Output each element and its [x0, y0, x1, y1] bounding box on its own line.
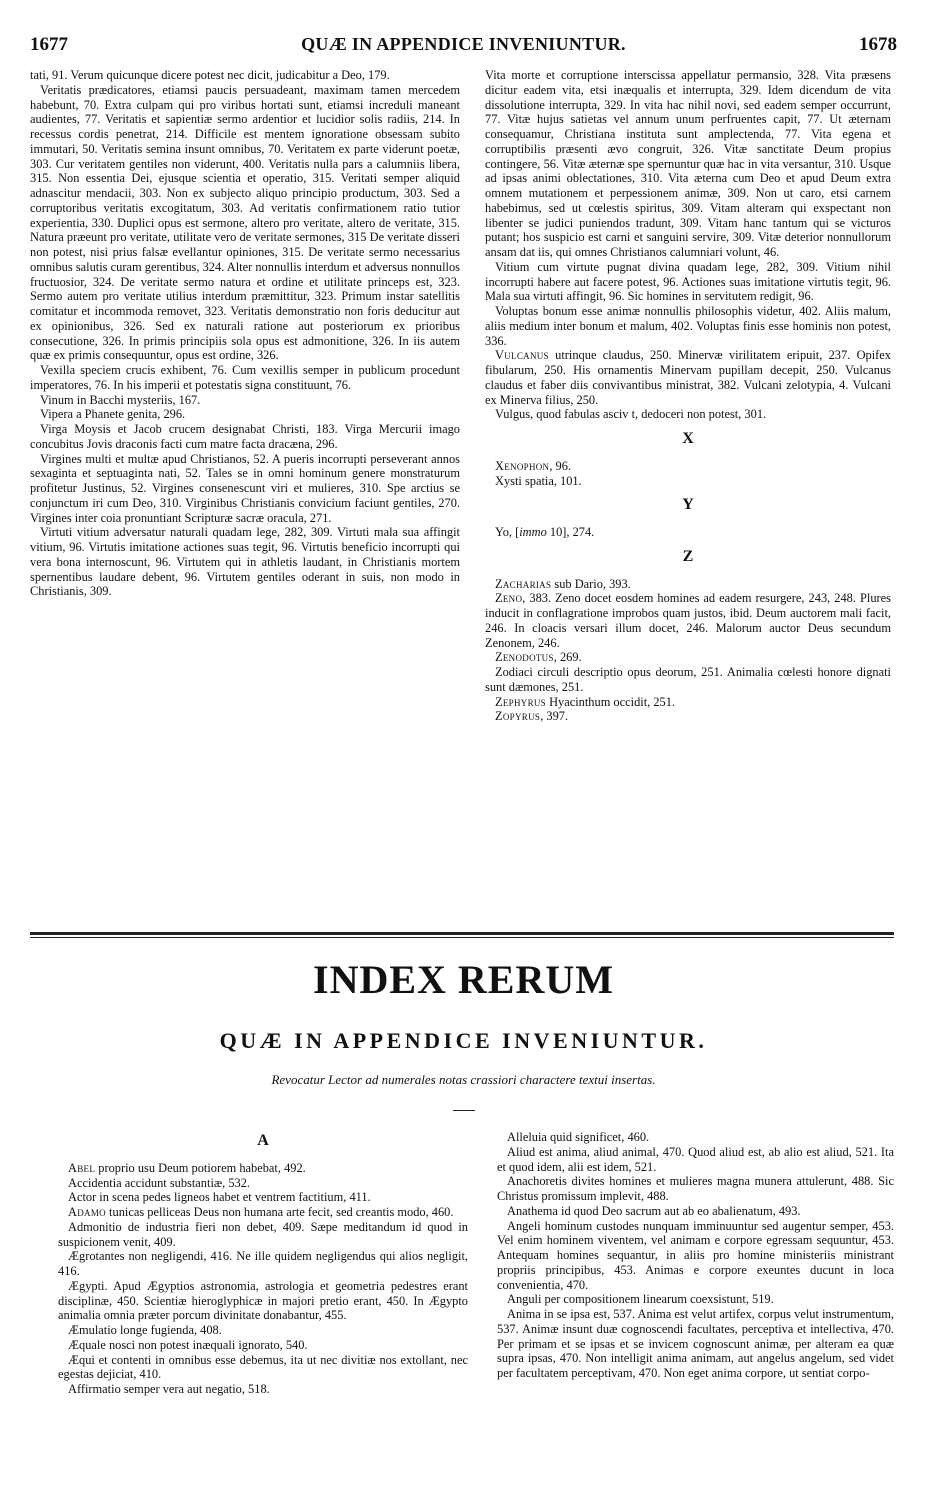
index-title: INDEX RERUM [313, 957, 614, 1002]
headword: Zephyrus [495, 694, 546, 709]
headword: Adamo [68, 1205, 106, 1219]
running-title: QUÆ IN APPENDICE INVENIUNTUR. [301, 34, 626, 54]
section-divider-thick [30, 932, 894, 935]
headword: Zacharias [495, 576, 552, 591]
index-entry: Actor in scena pedes ligneos habet et ventrem factitium, 411. [68, 1190, 371, 1205]
entry-text: , 269. [553, 650, 582, 665]
bottom-right-column [497, 1130, 894, 1381]
index-entry: Vipera a Phanete genita, 296. [40, 407, 186, 422]
section-letter-x: X [682, 430, 694, 447]
index-entry: Accidentia accidunt substantiæ, 532. [68, 1175, 251, 1190]
index-entry: Ægypti. Apud Ægyptios astronomia, astrologia et geometria pedestres erant disciplinæ, 450. Scientiæ hieroglyphicæ in majori pretio erant, 450. In Ægypto animalia omnia præter porcum divinitate donabantur, 455. [58, 1278, 468, 1323]
section-letter-a: A [257, 1132, 269, 1149]
index-entry: Aliud est anima, aliud animal, 470. Quod aliud est, ab alio est aliud, 521. Ita et quod idem, alii est idem, 521. [497, 1144, 894, 1174]
section-letter-y: Y [682, 496, 694, 514]
headword: Zeno [495, 591, 523, 606]
index-entry: Veritatis prædicatores, etiamsi paucis persuadeant, maximam tamen mercedem habebunt, 70. Extra culpam qui pro viribus hortati sunt, etiamsi increduli maneant audientes, 77. Veritatis et sapientiæ sermo ardentior et lucidior solis radiis, 214. In recessus cordis penetrat, 214. Difficile est mentem ignoratione obsessam subito immutari, 50. Veritatis semina insunt omnibus, 70. Veritatem ex parte viderunt poetæ, 303. Cur veritatem gentiles non viderunt, 400. Veritatis nulla pars a calumniis libera, 315. Non essentia Dei, ejusque scientia et operatio, 315. Veritati semper aliquid adnascitur mendacii, 303. Non ex subjecto aliquo principio productum, 303. Sed a corruptoribus veritatis excogitatum, 303. Ad veritatis confirmationem ratio tutior experientia, 330. Duplici opus est sermone, altero pro veritate, altero de veritate, 315. Natura præeunt pro veritate, utilitate vero de veritate sermones, 315 De veritate disseri non potest, nisi prius falsæ evellantur opiniones, 315. De veritate sermo necessarius omnibus salutis curam gerentibus, 324. Alter nonnullis interdum et adversus nonnullos fructuosior, 324. De veritate sermo natura et ordine et utilitate princeps est, 323. Sermo autem pro veritate utilius interdum præmittitur, 323. Primum instar satellitis comitatur et incommoda removet, 323. Veritatis demonstratio non foris deducitur aut ex opinionibus, 326. Sed ex naturali ratione aut posteriorum ex prioribus consecutione, 326. In primis principiis sola opus est admonitione, 326. In iis autem quæ ex primis consequuntur, opus est ordine, 326. [30, 82, 460, 363]
entry-text: , 96. [549, 458, 572, 473]
index-entry: Virga Moysis et Jacob crucem designabat Christi, 183. Virga Mercurii imago concubitus Jovis draconis facti cum matre facta dracæna, 296. [30, 422, 460, 451]
top-left-column [30, 68, 460, 599]
index-entry [485, 650, 891, 665]
index-entry: Anima in se ipsa est, 537. Anima est velut artifex, corpus velut instrumentum, 537. Animæ insunt duæ cognoscendi facultates, perceptiva et intellectiva, 470. Per primam et se ipsas et se invicem cognoscunt animæ, per alteram ea quæ supra ipsas, 470. Non intelligit anima animam, aut angelus angelum, sed videt per facultatem perceptivam, 470. Non eget anima corpore, ut sentiat corpo- [497, 1307, 894, 1380]
index-entry [485, 525, 891, 540]
index-entry: Admonitio de industria fieri non debet, 409. Sæpe meditandum id quod in suspicionem venit, 409. [58, 1219, 468, 1249]
index-entry: tati, 91. Verum quicunque dicere potest nec dicit, judicabitur a Deo, 179. [30, 68, 390, 82]
headword: Xenophon [495, 458, 550, 473]
index-entry [485, 348, 891, 407]
index-entry: Angeli hominum custodes nunquam imminuuntur sed augentur semper, 453. Vel enim hominem viventem, vel animam e corpore egressam sequuntur, 453. Antequam homines sequantur, in aliis pro homine ministeriis ministrant propriis principibus, 453. Animas e corpore exeuntes ducunt in loca convenientia, 470. [497, 1218, 894, 1292]
entry-text: tunicas pelliceas Deus non humana arte fecit, sed creantis modo, 460. [105, 1205, 454, 1219]
index-entry: Affirmatio semper vera aut negatio, 518. [68, 1382, 270, 1396]
reader-note: Revocatur Lector ad numerales notas crassiori charactere textui insertas. [271, 1072, 656, 1087]
index-entry: Voluptas bonum esse animæ nonnullis philosophis videtur, 402. Aliis malum, aliis medium inter bonum et malum, 402. Voluptas finis esse hominis non potest, 336. [485, 304, 891, 348]
entry-text: utrinque claudus, 250. Minervæ virilitatem eripuit, 237. Opifex fibularum, 250. His ornamentis Minervam pupillam decepit, 250. Vulcanus claudus et faber diis convivantibus ministrat, 382. Vulcani zelotypia, 4. Vulcani ex Minerva filius, 250. [485, 348, 891, 407]
section-letter-z: Z [682, 547, 694, 565]
index-entry: Ægrotantes non negligendi, 416. Ne ille quidem negligendus qui alios negligit, 416. [58, 1249, 468, 1278]
top-right-column [485, 68, 891, 724]
index-entry: Vitium cum virtute pugnat divina quadam lege, 282, 309. Vitium nihil incorrupti habere aut facere potest, 96. Actiones suas imitatione virtutis tegit, 96. Mala sua virtuti affingit, 96. Sic homines in servitutem redigit, 96. [485, 259, 891, 304]
entry-italic: immo [519, 525, 547, 539]
entry-text: Yo, [ [495, 525, 520, 539]
index-entry: Virtuti vitium adversatur naturali quadam lege, 282, 309. Virtuti mala sua affingit vitium, 96. Virtutis imitatione actiones suas tegit, 96. Virtutis beneficio incorrupti qui vera bona internoscunt, 96. Virtutem qui in athletis laudant, in Christianis mortem spernentibus laudare debent, 96. Virtutem gentiles oderant in suis, non modo in Christianis, 309. [30, 525, 460, 599]
index-entry: Anguli per compositionem linearum coexsistunt, 519. [507, 1292, 774, 1307]
index-entry [58, 1161, 468, 1176]
page-number-left: 1677 [30, 34, 68, 55]
index-subtitle: QUÆ IN APPENDICE INVENIUNTUR. [219, 1028, 708, 1053]
index-entry: Æmulatio longe fugienda, 408. [68, 1323, 222, 1337]
index-entry: Æquale nosci non potest inæquali ignorato, 540. [68, 1337, 308, 1352]
headword: Zenodotus [495, 650, 554, 665]
index-entry: Vexilla speciem crucis exhibent, 76. Cum vexillis semper in publicum procedunt imperatores, 76. In his imperii et potestatis signa constituunt, 76. [30, 363, 460, 392]
index-entry: Vulgus, quod fabulas asciv t, dedoceri non potest, 301. [495, 407, 767, 422]
index-entry [58, 1205, 468, 1220]
index-entry: Vita morte et corruptione interscissa appellatur permansio, 328. Vita præsens dicitur eadem vita, etsi inæqualis et interrupta, 329. Idem dicendum de vita dissolutione interrupta, 329. In vita hac nihil novi, sed eadem semper occurrunt, 77. Vitæ hujus satietas vel annum unum perfruentes capit, 77. Ut æternam consequamur, Christiana instituta sunt amplectenda, 77. Vita egena et corruptibilis præsenti ævo congruit, 326. Vitæ sanctitate Deum propius contingere, 56. Vitæ æternæ spe spernuntur quæ hac in vita versantur, 310. Usque ad ipsas animi oblectationes, 310. Vita æterna cum Deo et apud Deum extra omnem mutationem et perpessionem animæ, 309. Non ut caro, etsi carnem habebimus, sed ut cœlestis spiritus, 309. Vitam alteram qui exspectant non libenter se judici puniendos tradunt, 309. Vitam hanc tantum qui se victuros putant; hos suspicio est carni et sanguini servire, 309. Vitæ deterior nonnullorum ansam dat iis, qui omnes Christianos calumniari volunt, 46. [485, 68, 891, 259]
index-entry: Virgines multi et multæ apud Christianos, 52. A pueris incorrupti perseverant annos sexaginta et septuaginta nati, 52. Tales se in omni hominum genere monstraturum profitetur Justinus, 52. Virgines consenescunt viri et mulieres, 310. Spe arctius se conjunctum iri cum Deo, 310. Virginibus Christianis convicium faciunt gentiles, 270. Virgines inter coia pronuntiant Scripturæ sacræ oracula, 271. [30, 451, 460, 525]
index-entry: Æqui et contenti in omnibus esse debemus, ita ut nec divitiæ nos extollant, nec egestas dejiciat, 410. [58, 1352, 468, 1382]
entry-text: , 383. Zeno docet eosdem homines ad eadem resurgere, 243, 248. Plures inducit in conflagratione improbos quam justos, ibid. Deum auctorem mali facit, 246. In cloacis versari illum docet, 246. Malorum auctor Deus secundum Zenonem, 246. [485, 591, 891, 650]
headword: Zopyrus [495, 709, 541, 724]
index-entry: Vinum in Bacchi mysteriis, 167. [40, 392, 201, 407]
index-entry: Anathema id quod Deo sacrum aut ab eo abalienatum, 493. [507, 1203, 801, 1218]
page-number-right: 1678 [859, 34, 897, 55]
running-header [30, 34, 897, 60]
index-entry [485, 591, 891, 650]
index-entry: Xysti spatia, 101. [495, 473, 582, 488]
entry-text: , 397. [540, 709, 569, 724]
index-entry: Anachoretis divites homines et mulieres magna munera attulerunt, 488. Sic Christus promissum implevit, 488. [497, 1174, 894, 1203]
headword: Vulcanus [495, 348, 549, 363]
short-rule [453, 1110, 475, 1111]
index-entry [485, 709, 891, 724]
index-entry [485, 459, 891, 474]
index-entry [485, 695, 891, 710]
index-entry [485, 577, 891, 592]
entry-text: 10], 274. [546, 525, 595, 539]
entry-text: Hyacinthum occidit, 251. [545, 694, 676, 709]
entry-text: sub Dario, 393. [551, 576, 631, 591]
headword: Abel [68, 1160, 96, 1175]
bottom-left-column [58, 1128, 468, 1397]
index-entry: Alleluia quid significet, 460. [507, 1130, 650, 1144]
section-divider-thin [30, 937, 894, 938]
entry-text: proprio usu Deum potiorem habebat, 492. [95, 1160, 306, 1175]
index-entry: Zodiaci circuli descriptio opus deorum, 251. Animalia cœlesti honore dignati sunt dæmones, 251. [485, 665, 891, 694]
